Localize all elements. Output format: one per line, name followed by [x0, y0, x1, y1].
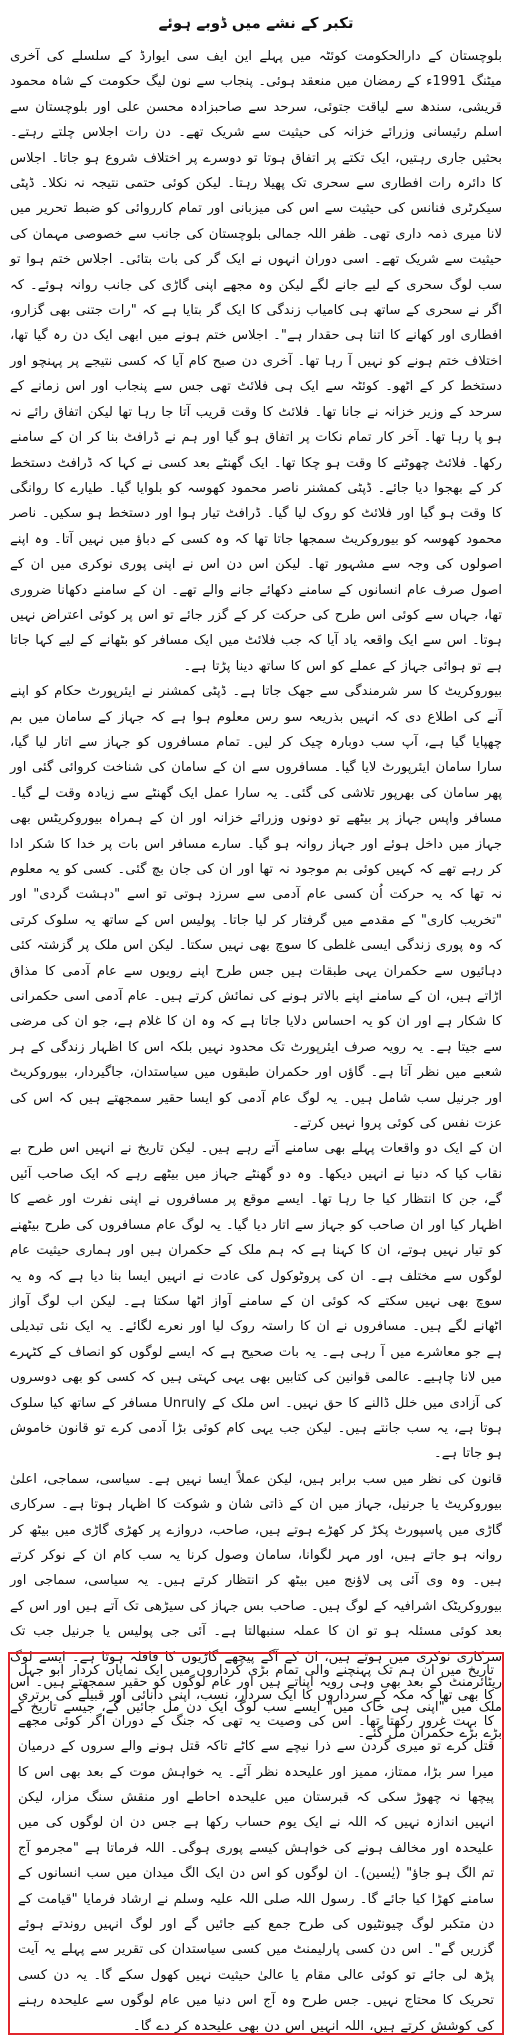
highlighted-box — [8, 1652, 504, 2035]
article-paragraph: بیوروکریٹ کا سر شرمندگی سے جھک جاتا ہے۔ ڈپٹی کمشنر نے ایئرپورٹ حکام کو اپنے آنے کی اطلاع دی کہ انہیں بذریعہ سو رس معلوم ہوا ہے کہ جہاز کے سامان میں بم چھپایا گیا ہے، آپ سب دوبارہ چیک کر لیں۔ تمام مسافروں کو جہاز سے اتار لیا گیا، سارا سامان ایئرپورٹ لایا گیا۔ مسافروں سے ان کے سامان کی شناخت کروائی گئی اور پھر سامان کی بھرپور تلاشی کی گئی۔ یہ سارا عمل ایک گھنٹے سے زیادہ وقت لے گیا۔ مسافر واپس جہاز پر بیٹھے تو دونوں وزرائے خزانہ اور ان کے ہمراہ بیوروکریٹس بھی جہاز میں داخل ہوئے اور جہاز روانہ ہو گیا۔ سارے مسافر اس بات پر خدا کا شکر ادا کر رہے تھے کہ کہیں کوئی بم موجود نہ تھا اور ان کی جان بچ گئی۔ کسی کو یہ معلوم نہ تھا کہ یہ حرکت اُن کسی عام آدمی سے سرزد ہوتی تو اسے "دہشت گردی" اور "تخریب کاری" کے مقدمے میں گرفتار کر لیا جاتا۔ پولیس اس کے ساتھ یہ سلوک کرتی کہ وہ پوری زندگی ایسی غلطی کا سوچ بھی نہیں سکتا۔ لیکن اس ملک پر گزشتہ کئی دہائیوں سے حکمران یہی طبقات ہیں جس طرح اپنے رویوں سے عام آدمی کا مذاق اڑاتے ہیں، ان کے سامنے اپنے بالاتر ہونے کی نمائش کرتے ہیں۔ عام آدمی اسی حکمرانی کا شکار ہے اور ان کو یہ احساس دلایا جاتا ہے کہ وہ ان کا غلام ہے، جو ان کی مرضی سے جیتا ہے۔ یہ رویہ صرف ایئرپورٹ تک محدود نہیں بلکہ اس کا اظہار زندگی کے ہر شعبے میں نظر آتا ہے۔ گاؤں اور حکمران طبقوں میں سیاستدان، جاگیردار، بیوروکریٹ اور جرنیل سب شامل ہیں۔ یہ لوگ عام آدمی کو ایسا حقیر سمجھتے ہیں کہ اس کی عزت نفس کی کوئی پروا نہیں کرتے۔ — [10, 684, 502, 1132]
article-paragraph: قانون کی نظر میں سب برابر ہیں، لیکن عملاً ایسا نہیں ہے۔ سیاسی، سماجی، اعلیٰ بیوروکریٹ یا جرنیل، جہاز میں ان کے ذاتی شان و شوکت کا اظہار ہوتا ہے۔ سرکاری گاڑی میں پاسپورٹ پکڑ کر کھڑے ہوتے ہیں، صاحب، دروازے پر کھڑی گاڑی میں بیٹھ کر روانہ ہو جاتے ہیں، اور مہر لگوانا، سامان وصول کرنا یہ سب کام ان کے نوکر کرتے ہیں۔ وہ وی آئی پی لاؤنج میں بیٹھ کر انتظار کرتے ہیں۔ یہ سیاسی، سماجی اور بیوروکریٹک اشرافیہ کے لوگ ہیں۔ صاحب بس جہاز کی سیڑھی تک آتے ہیں اور اس کے بعد کوئی مسئلہ ہو تو ان کا عملہ سنبھالتا ہے۔ آئی جی پولیس یا جرنیل جب تک سرکاری نوکری میں ہوتے ہیں، ان کے آگے پیچھے گاڑیوں کا قافلہ ہوتا ہے۔ ایسے لوگ ریٹائرمنٹ کے بعد بھی وہی رویہ اپناتے ہیں اور عام لوگوں کو حقیر سمجھتے ہیں۔ اس ملک میں "اپنی ہی خاک میں" ایسے سب لوگ ایک دن مل جائیں گے، جیسے تاریخ کے بڑے بڑے حکمران مل گئے۔ — [10, 1471, 502, 1741]
article-headline: تکبر کے نشے میں ڈوبے ہوئے — [158, 14, 354, 32]
article-paragraph: ان کے ایک دو واقعات پہلے بھی سامنے آتے رہے ہیں۔ لیکن تاریخ نے انہیں اس طرح بے نقاب کیا کہ دنیا نے انہیں دیکھا۔ وہ دو گھنٹے جہاز میں بیٹھے رہے کہ ایک صاحب آئیں گے، جن کا انتظار کیا جا رہا تھا۔ ایسے موقع پر مسافروں نے اپنی نفرت اور غصے کا اظہار کیا اور ان صاحب کو جہاز سے اتار دیا گیا۔ یہ لوگ عام مسافروں کی طرح بیٹھنے کو تیار نہیں ہوتے، ان کا کہنا ہے کہ ہم ملک کے حکمران ہیں اور ہماری حیثیت عام لوگوں سے مختلف ہے۔ ان کی پروٹوکول کی عادت نے انہیں ایسا بنا دیا ہے کہ وہ یہ سوچ بھی نہیں سکتے کہ کوئی ان کے سامنے آواز اٹھا سکتا ہے۔ لیکن اب لوگ آواز اٹھانے لگے ہیں۔ مسافروں نے ان کا راستہ روک لیا اور نعرے لگائے۔ یہ ایک نئی تبدیلی ہے جو معاشرے میں آ رہی ہے۔ یہ بات صحیح ہے کہ ایسے لوگوں کو انصاف کے کٹہرے میں لانا چاہیے۔ عالمی قوانین کی کتابیں بھی یہی کہتی ہیں کہ کسی کو بھی دوسروں کی آزادی میں خلل ڈالنے کا حق نہیں۔ اس ملک کے Unruly مسافر کے ساتھ کیا سلوک ہوتا ہے، یہ سب جانتے ہیں۔ لیکن جب یہی کام کوئی بڑا آدمی کرے تو قانون خاموش ہو جاتا ہے۔ — [10, 1141, 502, 1462]
article-paragraph: بلوچستان کے دارالحکومت کوئٹہ میں پہلے این ایف سی ایوارڈ کے سلسلے کی آخری میٹنگ 1991ء کے رمضان میں منعقد ہوئی۔ پنجاب سے نون لیگ حکومت کے شاہ محمود قریشی، سندھ سے لیاقت جتوئی، سرحد سے صاحبزادہ محسن علی اور بلوچستان سے اسلم رئیسانی وزرائے خزانہ کی حیثیت سے شریک تھے۔ دن رات اجلاس چلتے رہتے۔ بحثیں جاری رہتیں، ایک تکتے پر اتفاق ہوتا تو دوسرے پر اختلاف شروع ہو جاتا۔ اجلاس کا دائرہ رات افطاری سے سحری تک پھیلا رہتا۔ لیکن کوئی حتمی نتیجہ نہ نکلا۔ ڈپٹی سیکرٹری فنانس کی حیثیت سے اس کی میزبانی اور تمام کارروائی کو ضبط تحریر میں لانا میری ذمہ داری تھی۔ ظفر اللہ جمالی بلوچستان کی جانب سے خصوصی مہمان کی حیثیت سے شریک تھے۔ اسی دوران انہوں نے ایک گر کی بات بتائی۔ اجلاس ختم ہوا تو سب لوگ سحری کے لیے جانے لگے لیکن وہ مجھے اپنی گاڑی کی جانب روانہ ہوئے۔ کہ اگر نے سحری کے ساتھ ہی کامیاب زندگی کا ایک گر بتایا ہے کہ "رات جتنی بھی گزارو، افطاری اور کھانے کا اتنا ہی حقدار ہے"۔ اجلاس ختم ہونے میں ابھی ایک دن رہ گیا تھا، اختلاف ختم ہونے کو نہیں آ رہا تھا۔ آخری دن صبح کام آیا کہ کسی نتیجے پر پہنچو اور دستخط کر کے اٹھو۔ کوئٹہ سے ایک ہی فلائٹ تھی جس سے پنجاب اور اس زمانے کے سرحد کے وزیر خزانہ نے جانا تھا۔ فلائٹ کا وقت قریب آتا جا رہا تھا لیکن اتفاق رائے نہ ہو پا رہا تھا۔ آخر کار تمام نکات پر اتفاق ہو گیا اور ہم نے ڈرافٹ بنا کر ان کے سامنے رکھا۔ فلائٹ چھوٹنے کا وقت ہو چکا تھا۔ ایک گھنٹے بعد کسی نے کہا کہ ڈرافٹ دستخط کر کے بھجوا دیا جائے۔ ڈپٹی کمشنر ناصر محمود کھوسہ کو بلوایا گیا۔ طیارے کا روانگی کا وقت ہو گیا اور فلائٹ کو روک لیا گیا۔ ڈرافٹ تیار ہوا اور دستخط ہو سکیں۔ ناصر محمود کھوسہ کو بیوروکریٹ سمجھا جاتا تھا کہ وہ کسی کے دباؤ میں نہیں آتا۔ وہ اپنے اصولوں کی وجہ سے مشہور تھا۔ لیکن اس دن اس نے اپنی پوری نوکری میں ان کے اصول صرف عام انسانوں کے سامنے دکھائے جانے والے تھے۔ ان کے سامنے دکھانا ضروری تھا، جہاں سے کوئی اس طرح کی حرکت کر کے گزر جائے تو اس پر کوئی اعتراض نہیں ہوتا۔ اس سے ایک واقعہ یاد آیا کہ جب فلائٹ میں ایک مسافر کو بٹھانے کے لیے کہا جاتا ہے تو ہوائی جہاز کے عملے کو اس کا ساتھ دینا پڑتا ہے۔ — [10, 49, 502, 674]
boxed-paragraph: تاریخ میں ان ہم تک پہنچنے والی تمام بڑی کرداروں میں ایک نمایاں کردار ابو جہل کا بھی تھا کہ مکہ کے سرداروں کا ایک سردار، نسب، اپنی دانائی اور قبیلے کی برتری کا بہت غرور رکھتا تھا۔ اس کی وصیت یہ تھی کہ جنگ کے دوران اگر کوئی مجھے قتل کرے تو میری گردن سے ذرا نیچے سے کاٹے تاکہ قتل ہونے والے سروں کے درمیان میرا سر بڑا، ممتاز، ممیز اور علیحدہ نظر آئے۔ یہ خواہش موت کے بعد بھی اس کا پیچھا نہ چھوڑ سکی کہ قبرستان میں علیحدہ احاطے اور منقش سنگ مزار، لیکن انہیں اندازہ نہیں کہ اللہ نے ایک یوم حساب رکھا ہے جس دن ان لوگوں کی میں علیحدہ اور مخالف ہونے کی خواہش کیسے پوری ہوگی۔ اللہ فرماتا ہے "مجرمو آج تم الگ ہو جاؤ" (یٰسین)۔ ان لوگوں کو اس دن ایک الگ میدان میں سب انسانوں کے سامنے کھڑا کیا جائے گا۔ رسول اللہ صلی اللہ علیہ وسلم نے ارشاد فرمایا "قیامت کے دن متکبر لوگ چیونٹیوں کی طرح جمع کیے جائیں گے اور لوگ انہیں روندتے ہوئے گزریں گے"۔ اس دن کسی پارلیمنٹ میں کسی سیاستدان کی تقریر سے پہلے یہ آیت پڑھ لی جائے تو کوئی عالی مقام یا عالیٰ حیثیت نہیں کھول سکے گا۔ یہ دن کسی تحریک کا محتاج نہیں۔ جس طرح وہ آج اس دنیا میں عام لوگوں سے علیحدہ رہنے کی کوشش کرتے ہیں، اللہ انہیں اس دن بھی علیحدہ کر دے گا۔ — [18, 1663, 494, 2034]
article-body — [10, 44, 502, 1741]
